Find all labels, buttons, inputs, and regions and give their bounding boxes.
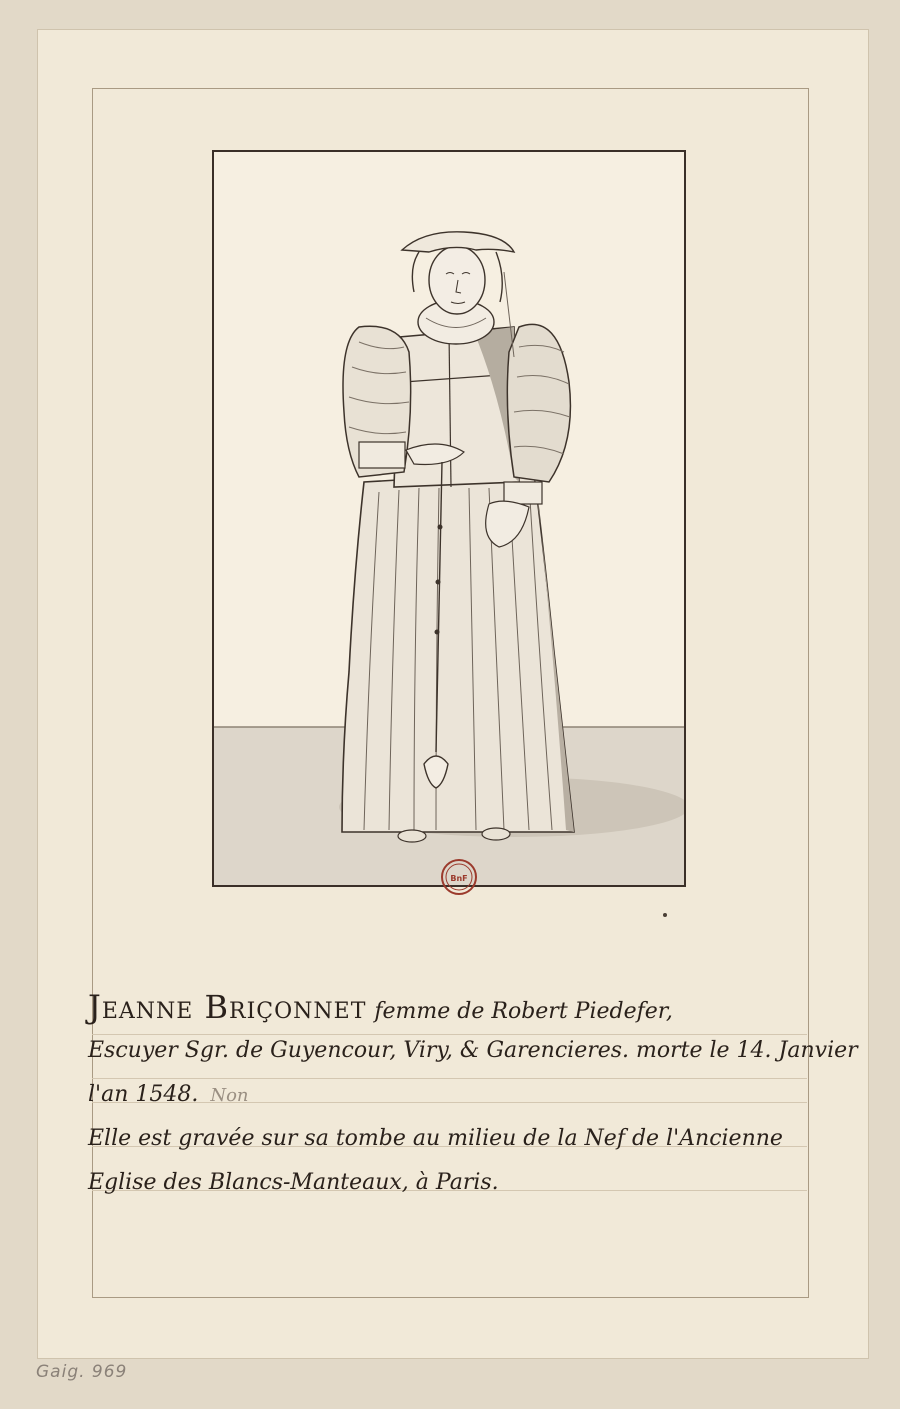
caption-line-1 [88, 985, 828, 1029]
library-stamp-text: BnF [450, 874, 468, 883]
caption-line-1-text: femme de Robert Piedefer, [374, 999, 673, 1024]
sitter-name: Jeanne Briçonnet [88, 988, 367, 1026]
portrait-frame [212, 150, 686, 887]
caption-line-3 [88, 1073, 828, 1117]
figure-drawing [214, 152, 684, 885]
ink-mark [662, 903, 670, 909]
pencil-note: Non [210, 1085, 249, 1106]
caption-block [88, 985, 858, 1205]
caption-line-3-text: l'an 1548. [88, 1082, 199, 1107]
shelfmark: Gaig. 969 [36, 1362, 128, 1382]
library-stamp [440, 858, 478, 896]
caption-line-5: Eglise des Blancs-Manteaux, à Paris. [88, 1170, 499, 1195]
caption-line-4: Elle est gravée sur sa tombe au milieu de la Nef de l'Ancienne [88, 1126, 783, 1151]
caption-line-2: Escuyer Sgr. de Guyencour, Viry, & Garencieres. morte le 14. Janvier [88, 1038, 858, 1063]
